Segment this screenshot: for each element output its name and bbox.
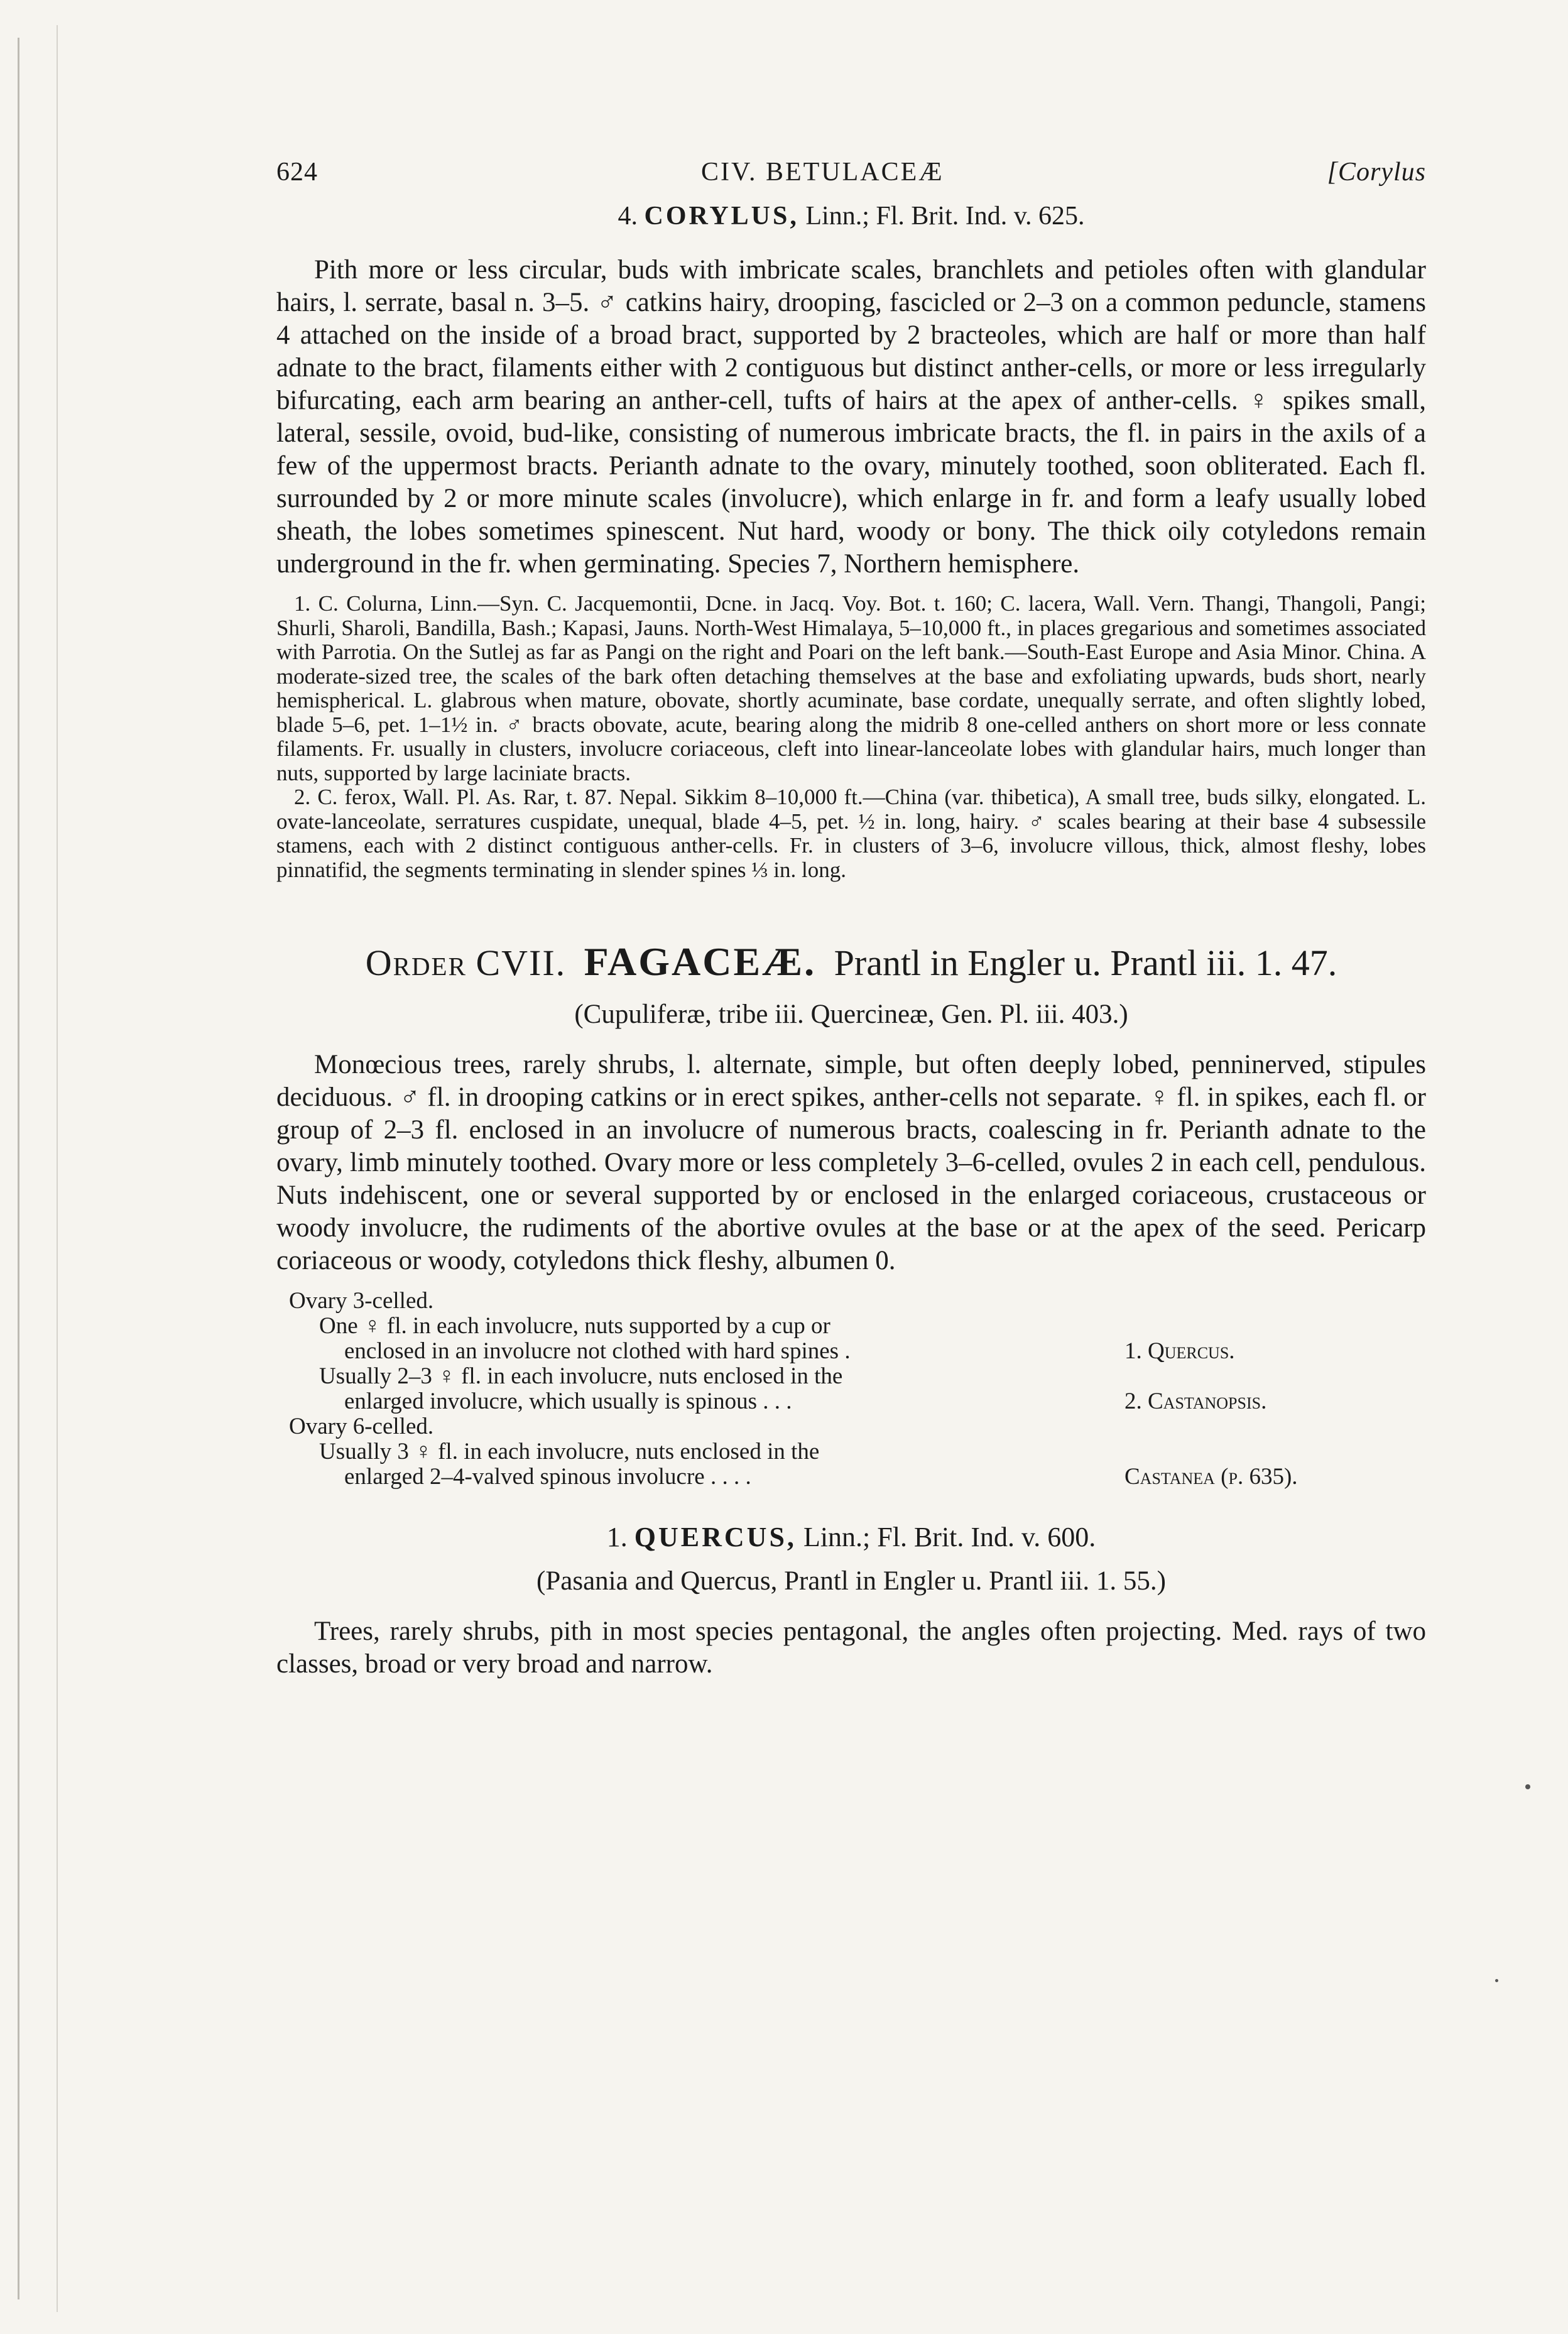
scan-speck [1525,1784,1530,1789]
order-word: Order [365,942,467,983]
key-row: Ovary 3-celled. [289,1288,434,1314]
genus-name: QUERCUS, [634,1522,797,1552]
key-target-castanopsis: 2. Castanopsis. [1124,1388,1267,1414]
family-name: FAGACEÆ. [584,939,817,984]
genus-key [289,1289,1426,1490]
running-genus: [Corylus [1327,158,1426,187]
key-row: One ♀ fl. in each involucre, nuts supported by a cup or [319,1313,830,1339]
book-page [276,157,1426,1692]
key-row: enlarged 2–4-valved spinous involucre . . . . Castanea (p. 635). [289,1464,1426,1490]
genus-heading-corylus [276,201,1426,231]
key-row: enlarged involucre, which usually is spinous . . . 2. Castanopsis. [289,1389,1426,1414]
scan-speck [1495,1979,1498,1982]
quercus-description: Trees, rarely shrubs, pith in most species pentagonal, the angles often projecting. Med. rays of two classes, broad or very broad and narrow. [276,1617,1426,1679]
page-edge-shadow-inner [57,25,58,2312]
fagaceae-description: Monœcious trees, rarely shrubs, l. alternate, simple, but often deeply lobed, penninerved, stipules deciduous. ♂ fl. in drooping catkins or in erect spikes, anther-cells not separate. ♀ fl. in spikes, each fl. or group of 2–3 fl. enclosed in an involucre of numerous bracts, coalescing in fr. Perianth adnate to the ovary, limb minutely toothed. Ovary more or less completely 3–6-celled, ovules 2 in each cell, pendulous. Nuts indehiscent, one or several supported by or enclosed in the enlarged coriaceous, crustaceous or woody involucre, the rudiments of the abortive ovules at the base or at the apex of the seed. Pericarp coriaceous or woody, cotyledons thick fleshy, albumen 0. [276,1050,1426,1275]
order-synonym: (Cupuliferæ, tribe iii. Quercineæ, Gen. Pl. iii. 403.) [574,1000,1128,1029]
order-number: CVII. [476,942,567,983]
key-row: Usually 2–3 ♀ fl. in each involucre, nuts enclosed in the [319,1363,843,1389]
key-target-quercus: 1. Quercus. [1124,1338,1235,1364]
key-row: enclosed in an involucre not clothed with hard spines . 1. Quercus. [289,1339,1426,1364]
genus-authority: Linn.; Fl. Brit. Ind. v. 625. [805,202,1085,231]
order-heading [276,939,1426,985]
key-target-castanea: Castanea (p. 635). [1124,1464,1298,1490]
page-number: 624 [276,158,318,187]
species-entry: 2. C. ferox, Wall. Pl. As. Rar, t. 87. Nepal. Sikkim 8–10,000 ft.—China (var. thibetica), A small tree, buds silky, elongated. L. ovate-lanceolate, serratures cuspidate, unequal, blade 4–5, pet. ½ in. long, hairy. ♂ scales bearing at their base 4 subsessile stamens, each with 2 distinct contiguous anther-cells. Fr. in clusters of 3–6, involucre villous, thick, almost fleshy, lobes pinnatifid, the segments terminating in slender spines ⅓ in. long. [276,785,1426,882]
genus-number: 1. [606,1522,628,1552]
order-authority: Prantl in Engler u. Prantl iii. 1. 47. [834,942,1337,983]
genus-name: CORYLUS, [644,202,799,231]
genus-synonym: (Pasania and Quercus, Prantl in Engler u. Prantl iii. 1. 55.) [536,1566,1166,1596]
genus-authority: Linn.; Fl. Brit. Ind. v. 600. [803,1522,1096,1552]
genus-heading-quercus [276,1521,1426,1553]
key-row: Ovary 6-celled. [289,1414,434,1439]
corylus-description: Pith more or less circular, buds with imbricate scales, branchlets and petioles often with glandular hairs, l. serrate, basal n. 3–5. ♂ catkins hairy, drooping, fascicled or 2–3 on a common peduncle, stamens 4 attached on the inside of a broad bract, supported by 2 bracteoles, which are half or more than half adnate to the bract, filaments either with 2 contiguous but distinct anther-cells, or more or less irregularly bifurcating, each arm bearing an anther-cell, tufts of hairs at the apex of anther-cells. ♀ spikes small, lateral, sessile, ovoid, bud-like, consisting of numerous imbricate bracts, the fl. in pairs in the axils of a few of the uppermost bracts. Perianth adnate to the ovary, minutely toothed, soon obliterated. Each fl. surrounded by 2 or more minute scales (involucre), which enlarge in fr. and form a leafy usually lobed sheath, the lobes sometimes spinescent. Nut hard, woody or bony. The thick oily cotyledons remain underground in the fr. when germinating. Species 7, Northern hemisphere. [276,255,1426,579]
key-row: Usually 3 ♀ fl. in each involucre, nuts enclosed in the [319,1439,820,1464]
running-head [276,157,1426,187]
genus-number: 4. [618,202,638,231]
page-edge-shadow [18,38,19,2299]
section-title: CIV. BETULACEÆ [701,158,944,187]
species-entry: 1. C. Colurna, Linn.—Syn. C. Jacquemontii, Dcne. in Jacq. Voy. Bot. t. 160; C. lacera, Wall. Vern. Thangi, Thangoli, Pangi; Shurli, Sharoli, Bandilla, Bash.; Kapasi, Jauns. North-West Himalaya, 5–10,000 ft., in places gregarious and sometimes associated with Parrotia. On the Sutlej as far as Pangi on the right and Poari on the left bank.—South-East Europe and Asia Minor. China. A moderate-sized tree, the scales of the bark often detaching themselves at the base and exfoliating upwards, buds short, nearly hemispherical. L. glabrous when mature, obovate, shortly acuminate, base cordate, unequally serrate, and often slightly lobed, blade 5–6, pet. 1–1½ in. ♂ bracts obovate, acute, bearing along the midrib 8 one-celled anthers on short more or less connate filaments. Fr. usually in clusters, involucre coriaceous, cleft into linear-lanceolate lobes with glandular hairs, much longer than nuts, supported by large laciniate bracts. [276,591,1426,785]
